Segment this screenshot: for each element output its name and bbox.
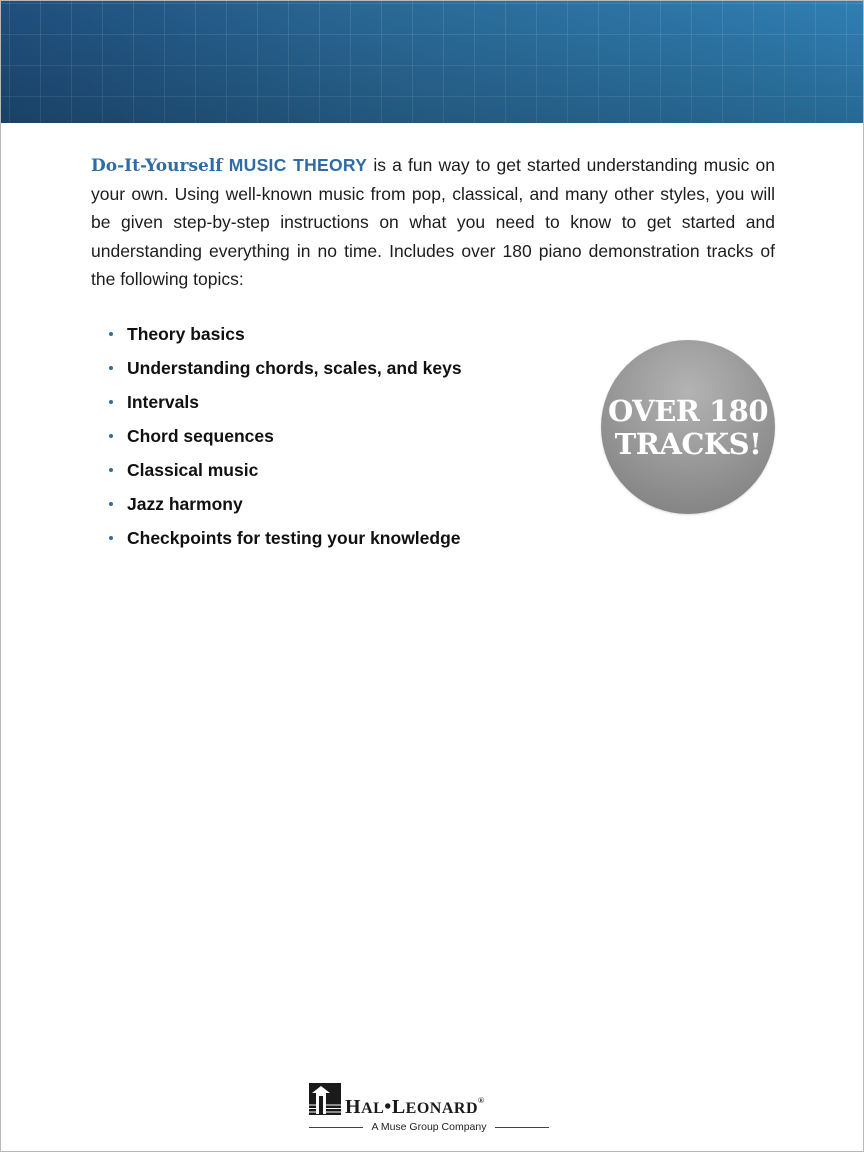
- badge-line-2: TRACKS!: [614, 427, 762, 461]
- topics-list: [105, 319, 462, 557]
- logo-h: H: [345, 1096, 362, 1118]
- topic-label: Intervals: [127, 392, 199, 412]
- banner-shade: [1, 1, 863, 123]
- list-item: [105, 319, 462, 353]
- bullet-icon: [109, 502, 113, 506]
- logo-tagline: A Muse Group Company: [371, 1121, 487, 1133]
- logo-eonard: EONARD: [405, 1100, 478, 1117]
- bullet-icon: [109, 366, 113, 370]
- brand-script-title: Do-It-Yourself: [91, 156, 223, 176]
- list-item: [105, 523, 462, 557]
- badge-line-1: OVER 180: [607, 394, 769, 428]
- intro-paragraph: [91, 151, 775, 293]
- topic-label: Understanding chords, scales, and keys: [127, 358, 462, 378]
- list-item: [105, 421, 462, 455]
- bullet-icon: [109, 400, 113, 404]
- header-banner: [1, 1, 863, 123]
- list-item: [105, 353, 462, 387]
- logo-l: L: [391, 1096, 406, 1118]
- topic-label: Chord sequences: [127, 426, 274, 446]
- bullet-icon: [109, 536, 113, 540]
- bullet-icon: [109, 434, 113, 438]
- logo-tagline-row: [307, 1121, 551, 1135]
- list-item: [105, 489, 462, 523]
- list-item: [105, 387, 462, 421]
- topic-label: Checkpoints for testing your knowledge: [127, 528, 461, 548]
- registered-mark: ®: [478, 1096, 485, 1105]
- list-item: [105, 455, 462, 489]
- logo-al: AL: [361, 1100, 385, 1117]
- intro-text: is a fun way to get started understanding music on your own. Using well-known music from pop, classical, and many other styles, you will be given step-by-step instructions on what you need to know to get started and understanding everything in no time. Includes over 180 piano demonstration tracks of the following topics:: [91, 155, 775, 289]
- brand-caps-title: MUSIC THEORY: [228, 155, 368, 175]
- topic-label: Jazz harmony: [127, 494, 243, 514]
- logo-dot: •: [384, 1096, 392, 1118]
- topic-label: Classical music: [127, 460, 259, 480]
- hal-leonard-mark-icon: [309, 1083, 341, 1115]
- tracks-badge: [601, 340, 775, 514]
- bullet-icon: [109, 468, 113, 472]
- tagline-rule-left: [309, 1127, 363, 1128]
- bullet-icon: [109, 332, 113, 336]
- badge-text: [601, 395, 775, 461]
- tagline-rule-right: [495, 1127, 549, 1128]
- publisher-logo: [307, 1083, 559, 1135]
- logo-wordmark: [345, 1097, 484, 1119]
- topic-label: Theory basics: [127, 324, 245, 344]
